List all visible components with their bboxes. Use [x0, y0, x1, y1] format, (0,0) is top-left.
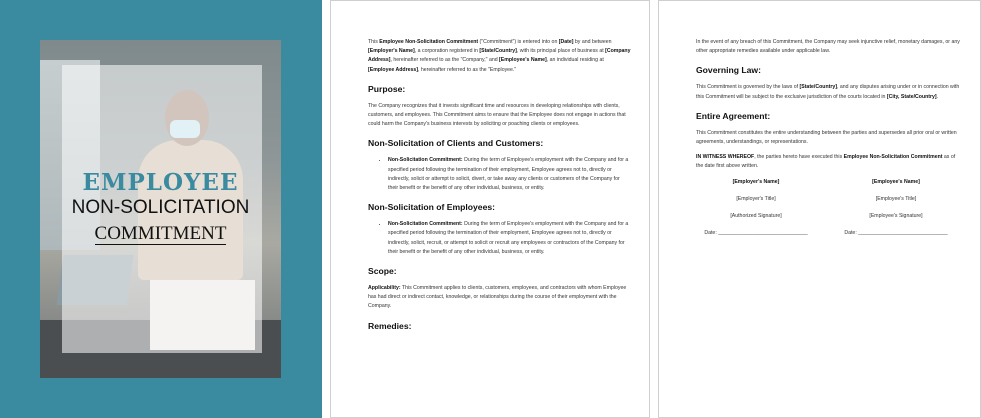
remedies-paragraph: In the event of any breach of this Commitment, the Company may seek injunctive relief, monetary damages, or any other appropriate remedies available under applicable law.	[696, 39, 960, 55]
cover-page	[0, 0, 322, 418]
cover-title-non-solicitation: NON-SOLICITATION	[71, 197, 250, 218]
sig-employee-date: Date: _______________________________	[844, 229, 948, 236]
clients-list-item: • Non-Solicitation Commitment: During the term of Employee's employment with the Company and for a specified period following the termination of their employment, Employee agrees not to, directly or indirectly, solicit or attempt to solicit, divert, or take away any clients or customers of the Company for their benefit or the benefit of any other individual, business, or entity.	[388, 156, 631, 193]
clients-list	[368, 156, 631, 193]
clients-heading: Non-Solicitation of Clients and Customers:	[368, 138, 544, 149]
purpose-heading: Purpose:	[368, 83, 406, 94]
employees-list	[368, 220, 631, 257]
employees-heading: Non-Solicitation of Employees:	[368, 202, 496, 213]
entire-agreement-paragraph: This Commitment constitutes the entire understanding between the parties and supersedes all prior oral or written agreements, understandings, or representations.	[696, 129, 957, 146]
governing-law-paragraph: This Commitment is governed by the laws of [State/Country], and any disputes arising under or in connection with this Commitment will be subject to the exclusive jurisdiction of the courts located in [City, State/Country].	[696, 84, 960, 100]
document-page-2	[330, 0, 650, 418]
employees-list-item: • Non-Solicitation Commitment: During the term of Employee's employment with the Company and for a specified period following the termination of their employment, Employee agrees not to, directly or indirectly, solicit, recruit, or attempt to solicit or recruit any employees or contractors of the Company for their benefit or the benefit of any other individual, business, or entity.	[388, 220, 631, 257]
document-page-3	[658, 0, 981, 418]
witness-paragraph: IN WITNESS WHEREOF, the parties hereto have executed this Employee Non-Solicitation Commitment as of the date first above written.	[696, 154, 956, 170]
purpose-paragraph: The Company recognizes that it invests significant time and resources in developing relationships with clients, customers, and employees. This Commitment aims to ensure that the Employee does not engage in actions that could harm the Company's business interests by soliciting or poaching clients or employees.	[368, 102, 626, 128]
governing-law-heading: Governing Law:	[696, 65, 761, 76]
scope-heading: Scope:	[368, 266, 397, 277]
cover-title-employee: EMPLOYEE	[82, 169, 239, 196]
signature-block	[696, 178, 956, 238]
sig-employer-authorized: [Authorized Signature]	[730, 212, 782, 219]
sig-employee-title: [Employee's Title]	[875, 195, 917, 202]
sig-employer-date: Date: _______________________________	[704, 229, 808, 236]
intro-paragraph: This Employee Non-Solicitation Commitment ("Commitment") is entered into on [Date] by and between [Employer's Name], a corporation registered in [State/Country], with its principal place of business at [Company Address], hereinafter referred to as the "Company," and [Employee's Name], an individual residing at [Employee Address], hereinafter referred to as the "Employee."	[368, 39, 631, 73]
scope-paragraph: Applicability: This Commitment applies to clients, customers, employees, and contractors with whom Employee has had direct or indirect contact, knowledge, or relationships during the course of their employment with the Company.	[368, 285, 627, 310]
entire-agreement-heading: Entire Agreement:	[696, 110, 771, 121]
sig-employee-signature: [Employee's Signature]	[869, 212, 923, 219]
sig-employer-title: [Employer's Title]	[736, 195, 776, 202]
sig-employer-name: [Employer's Name]	[732, 178, 780, 185]
sig-employee-name: [Employee's Name]	[872, 178, 920, 185]
cover-title-commitment: COMMITMENT	[94, 223, 227, 244]
remedies-heading: Remedies:	[368, 320, 412, 331]
